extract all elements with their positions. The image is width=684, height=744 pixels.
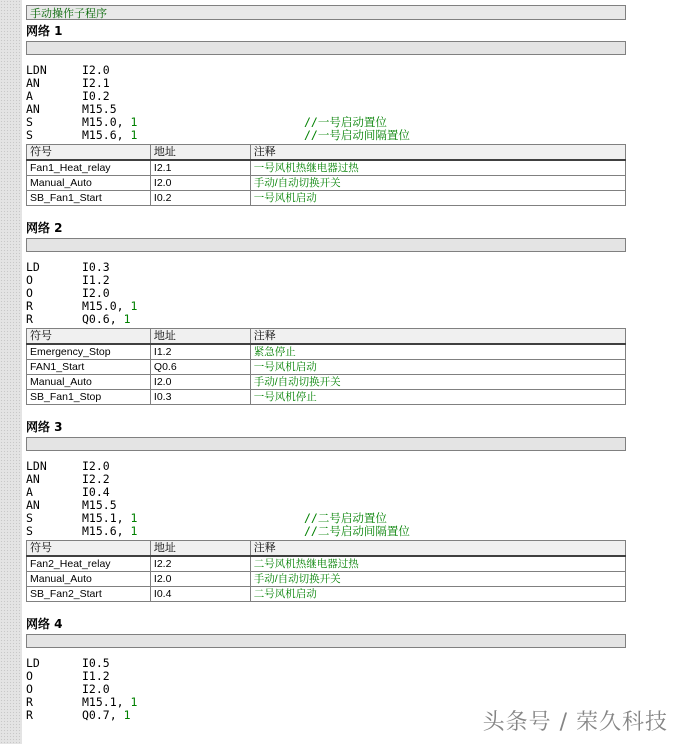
- code-line[interactable]: [26, 460, 626, 473]
- comment-cell: 紧急停止: [250, 344, 625, 360]
- instruction-op: O: [26, 273, 33, 287]
- instruction-op: R: [26, 299, 33, 313]
- table-row[interactable]: [27, 390, 626, 405]
- comment-cell: 手动/自动切换开关: [250, 572, 625, 587]
- table-row[interactable]: [27, 176, 626, 191]
- table-row[interactable]: [27, 556, 626, 572]
- code-line[interactable]: [26, 261, 626, 274]
- operand-address: I2.0: [82, 286, 110, 300]
- operand-address: I2.1: [82, 76, 110, 90]
- table-row[interactable]: [27, 360, 626, 375]
- symbol-table: [26, 540, 626, 602]
- network-label[interactable]: 网络 3: [26, 420, 63, 434]
- column-header[interactable]: 地址: [150, 145, 250, 161]
- table-row[interactable]: [27, 160, 626, 176]
- symbol-cell: Emergency_Stop: [27, 344, 151, 360]
- instruction-op: S: [26, 511, 33, 525]
- column-header[interactable]: 注释: [250, 145, 625, 161]
- operand-address: I2.0: [82, 459, 110, 473]
- symbol-cell: Fan2_Heat_relay: [27, 556, 151, 572]
- code-line[interactable]: [26, 313, 626, 326]
- code-line[interactable]: [26, 525, 626, 538]
- comment-cell: 二号风机启动: [250, 587, 625, 602]
- address-cell: I1.2: [150, 344, 250, 360]
- table-row[interactable]: [27, 587, 626, 602]
- comment-cell: 二号风机热继电器过热: [250, 556, 625, 572]
- operand-address: I0.4: [82, 485, 110, 499]
- operand-address: I1.2: [82, 669, 110, 683]
- symbol-cell: Fan1_Heat_relay: [27, 160, 151, 176]
- symbol-table-header: [27, 145, 626, 161]
- operand-address: Q0.6,: [82, 312, 117, 326]
- operand-address: I2.0: [82, 682, 110, 696]
- column-header[interactable]: 注释: [250, 329, 625, 345]
- line-comment: //一号启动置位: [304, 115, 387, 129]
- instruction-op: LD: [26, 656, 40, 670]
- table-row[interactable]: [27, 191, 626, 206]
- instruction-op: R: [26, 312, 33, 326]
- address-cell: I2.0: [150, 375, 250, 390]
- symbol-cell: SB_Fan1_Start: [27, 191, 151, 206]
- network-label[interactable]: 网络 4: [26, 617, 63, 631]
- instruction-op: S: [26, 115, 33, 129]
- code-line[interactable]: [26, 77, 626, 90]
- code-line[interactable]: [26, 657, 626, 670]
- operand-count: 1: [130, 511, 138, 525]
- address-cell: I0.2: [150, 191, 250, 206]
- instruction-operand: [82, 525, 137, 538]
- instruction-op: S: [26, 128, 33, 142]
- comment-cell: 一号风机启动: [250, 360, 625, 375]
- address-cell: I2.0: [150, 176, 250, 191]
- code-line[interactable]: [26, 473, 626, 486]
- instruction-op: A: [26, 485, 33, 499]
- address-cell: I2.0: [150, 572, 250, 587]
- operand-count: 1: [123, 312, 131, 326]
- column-header[interactable]: 地址: [150, 541, 250, 557]
- address-cell: Q0.6: [150, 360, 250, 375]
- instruction-operand: [82, 313, 131, 326]
- network-comment-field[interactable]: [26, 41, 626, 55]
- instruction-op: AN: [26, 472, 40, 486]
- operand-count: 1: [130, 128, 138, 142]
- operand-address: I0.2: [82, 89, 110, 103]
- line-comment: //二号启动置位: [304, 511, 387, 525]
- symbol-cell: SB_Fan1_Stop: [27, 390, 151, 405]
- code-line[interactable]: [26, 129, 626, 142]
- operand-address: M15.1,: [82, 695, 124, 709]
- address-cell: I2.1: [150, 160, 250, 176]
- operand-address: I2.0: [82, 63, 110, 77]
- instruction-op: AN: [26, 102, 40, 116]
- network-comment-field[interactable]: [26, 238, 626, 252]
- instruction-operand: [82, 709, 131, 722]
- comment-cell: 手动/自动切换开关: [250, 375, 625, 390]
- instruction-op: AN: [26, 76, 40, 90]
- operand-address: I1.2: [82, 273, 110, 287]
- address-cell: I0.3: [150, 390, 250, 405]
- address-cell: I0.4: [150, 587, 250, 602]
- network-block: [26, 419, 626, 602]
- line-comment: //一号启动间隔置位: [304, 128, 410, 142]
- operand-count: 1: [130, 695, 138, 709]
- symbol-table-header: [27, 541, 626, 557]
- address-cell: I2.2: [150, 556, 250, 572]
- network-label[interactable]: 网络 2: [26, 221, 63, 235]
- operand-address: M15.6,: [82, 128, 124, 142]
- operand-count: 1: [130, 115, 138, 129]
- editor-gutter: [0, 0, 22, 744]
- network-label[interactable]: 网络 1: [26, 24, 63, 38]
- symbol-cell: FAN1_Start: [27, 360, 151, 375]
- network-comment-field[interactable]: [26, 634, 626, 648]
- operand-count: 1: [123, 708, 131, 722]
- operand-count: 1: [130, 524, 138, 538]
- instruction-op: LDN: [26, 63, 47, 77]
- instruction-op: AN: [26, 498, 40, 512]
- operand-address: M15.5: [82, 498, 117, 512]
- symbol-cell: SB_Fan2_Start: [27, 587, 151, 602]
- instruction-op: O: [26, 682, 33, 696]
- column-header[interactable]: 注释: [250, 541, 625, 557]
- network-block: [26, 220, 626, 405]
- stl-code[interactable]: [26, 261, 626, 326]
- column-header[interactable]: 符号: [27, 541, 151, 557]
- symbol-cell: Manual_Auto: [27, 572, 151, 587]
- operand-address: I2.2: [82, 472, 110, 486]
- code-line[interactable]: [26, 274, 626, 287]
- operand-address: M15.6,: [82, 524, 124, 538]
- instruction-op: LDN: [26, 459, 47, 473]
- instruction-operand: [82, 129, 137, 142]
- instruction-op: S: [26, 524, 33, 538]
- instruction-op: R: [26, 695, 33, 709]
- column-header[interactable]: 地址: [150, 329, 250, 345]
- instruction-op: A: [26, 89, 33, 103]
- code-line[interactable]: [26, 64, 626, 77]
- symbol-table-header: [27, 329, 626, 345]
- operand-count: 1: [130, 299, 138, 313]
- symbol-table: [26, 328, 626, 405]
- watermark: 头条号 / 荣久科技: [482, 710, 668, 735]
- operand-address: I0.3: [82, 260, 110, 274]
- symbol-table: [26, 144, 626, 206]
- instruction-op: O: [26, 286, 33, 300]
- program-title[interactable]: 手动操作子程序: [26, 5, 626, 20]
- operand-address: Q0.7,: [82, 708, 117, 722]
- comment-cell: 一号风机启动: [250, 191, 625, 206]
- comment-cell: 一号风机停止: [250, 390, 625, 405]
- table-row[interactable]: [27, 375, 626, 390]
- column-header[interactable]: 符号: [27, 329, 151, 345]
- comment-cell: 一号风机热继电器过热: [250, 160, 625, 176]
- table-row[interactable]: [27, 572, 626, 587]
- instruction-op: O: [26, 669, 33, 683]
- operand-address: M15.0,: [82, 299, 124, 313]
- operand-address: M15.1,: [82, 511, 124, 525]
- instruction-op: LD: [26, 260, 40, 274]
- line-comment: //二号启动间隔置位: [304, 524, 410, 538]
- operand-address: M15.0,: [82, 115, 124, 129]
- network-list: [26, 23, 626, 722]
- column-header[interactable]: 符号: [27, 145, 151, 161]
- program-editor: [26, 5, 626, 736]
- operand-address: I0.5: [82, 656, 110, 670]
- symbol-cell: Manual_Auto: [27, 375, 151, 390]
- stl-code[interactable]: [26, 64, 626, 142]
- code-line[interactable]: [26, 670, 626, 683]
- comment-cell: 手动/自动切换开关: [250, 176, 625, 191]
- table-row[interactable]: [27, 344, 626, 360]
- instruction-op: R: [26, 708, 33, 722]
- operand-address: M15.5: [82, 102, 117, 116]
- network-comment-field[interactable]: [26, 437, 626, 451]
- symbol-cell: Manual_Auto: [27, 176, 151, 191]
- network-block: [26, 23, 626, 206]
- stl-code[interactable]: [26, 460, 626, 538]
